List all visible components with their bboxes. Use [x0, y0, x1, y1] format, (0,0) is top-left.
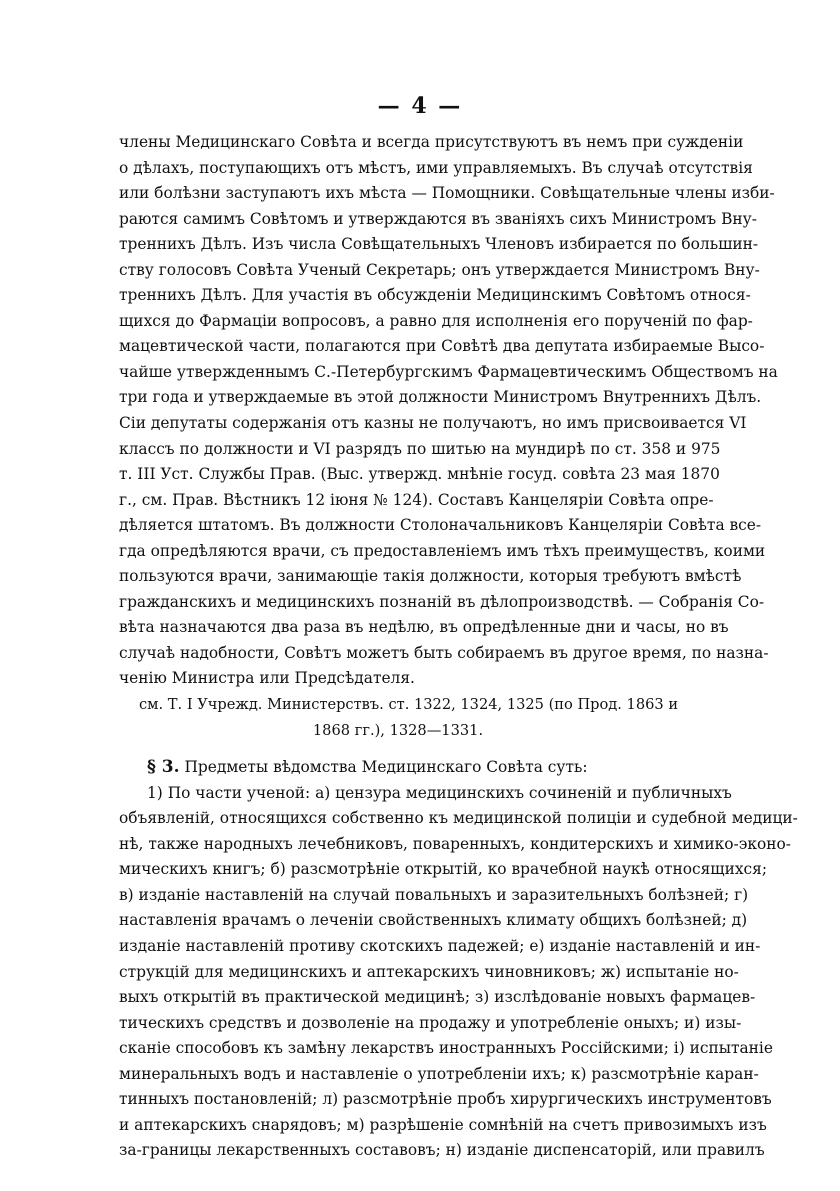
text-line: тическихъ средствъ и дозволеніе на продажу и употребленіе оныхъ; и) изы-	[119, 1013, 742, 1032]
section-spacer	[119, 743, 677, 755]
section-heading	[119, 755, 677, 781]
text-line: струкцій для медицинскихъ и аптекарскихъ чиновниковъ; ж) испытаніе но-	[119, 962, 739, 981]
text-line: ченію Министра или Предсѣдателя.	[119, 669, 415, 688]
section-heading-text: Предметы вѣдомства Медицинскаго Совѣта суть:	[184, 758, 588, 777]
text-line: о дѣлахъ, поступающихъ отъ мѣстъ, ими управляемыхъ. Въ случаѣ отсутствія	[119, 158, 753, 177]
text-line: ству голосовъ Совѣта Ученый Секретарь; онъ утверждается Министромъ Вну-	[119, 260, 760, 279]
text-line: за-границы лекарственныхъ составовъ; н) изданіе диспенсаторій, или правилъ	[119, 1141, 765, 1160]
text-line: случаѣ надобности, Совѣтъ можетъ быть собираемъ въ другое время, по назна-	[119, 643, 769, 662]
text-line: мическихъ книгъ; б) разсмотрѣніе открытій, ко врачебной наукѣ относящихся;	[119, 860, 768, 879]
text-line: объявленій, относящихся собственно къ медицинской полиціи и судебной медици-	[119, 809, 798, 828]
citation-line: 1868 гг.), 1328—1331.	[312, 721, 484, 739]
text-line: сканіе способовъ къ замѣну лекарствъ иностранныхъ Россійскими; і) испытаніе	[119, 1039, 773, 1058]
citation-line: см. Т. I Учрежд. Министерствъ. ст. 1322, 1324, 1325 (по Прод. 1863 и	[139, 696, 679, 714]
text-line: выхъ открытій въ практической медицинѣ; з) изслѣдованіе новыхъ фармацев-	[119, 988, 756, 1007]
text-line: гражданскихъ и медицинскихъ познаній въ дѣлопроизводствѣ. — Собранія Со-	[119, 592, 765, 611]
text-line: Сіи депутаты содержанія отъ казны не получаютъ, но имъ присвоивается VI	[119, 414, 747, 433]
text-line: и аптекарскихъ снарядовъ; м) разрѣшеніе сомнѣній на счетъ привозимыхъ изъ	[119, 1115, 767, 1134]
text-line: тинныхъ постановленій; л) разсмотрѣніе пробъ хирургическихъ инструментовъ	[119, 1090, 772, 1109]
main-text	[119, 130, 798, 1164]
text-line: гда опредѣляются врачи, съ предоставленіемъ имъ тѣхъ преимуществъ, коими	[119, 541, 766, 560]
text-line: вѣта назначаются два раза въ недѣлю, въ опредѣленные дни и часы, но въ	[119, 618, 729, 637]
text-line: нѣ, также народныхъ лечебниковъ, поваренныхъ, кондитерскихъ и химико-эконо-	[119, 834, 791, 853]
citation-block	[119, 692, 677, 743]
paragraph-council-members	[119, 130, 778, 692]
text-line: треннихъ Дѣлъ. Для участія въ обсужденіи Медицинскимъ Совѣтомъ относя-	[119, 286, 751, 305]
text-line: или болѣзни заступаютъ ихъ мѣста — Помощники. Совѣщательные члены изби-	[119, 184, 775, 203]
text-line: изданіе наставленій противу скотскихъ падежей; е) изданіе наставленій и ин-	[119, 936, 761, 955]
text-line: три года и утверждаемые въ этой должности Министромъ Внутреннихъ Дѣлъ.	[119, 388, 762, 407]
text-line: чайше утвержденнымъ С.-Петербургскимъ Фармацевтическимъ Обществомъ на	[119, 362, 778, 381]
text-line: дѣляется штатомъ. Въ должности Столоначальниковъ Канцеляріи Совѣта все-	[119, 516, 762, 535]
text-line: 1) По части ученой: а) цензура медицинскихъ сочиненій и публичныхъ	[147, 783, 732, 802]
section-3	[119, 755, 798, 1164]
text-line: щихся до Фармаціи вопросовъ, а равно для исполненія его порученій по фар-	[119, 311, 753, 330]
text-line: классъ по должности и VI разрядъ по шитью на мундирѣ по ст. 358 и 975	[119, 439, 721, 458]
section-mark: § 3.	[147, 757, 180, 778]
text-line: треннихъ Дѣлъ. Изъ числа Совѣщательныхъ Членовъ избирается по большин-	[119, 235, 759, 254]
text-line: мацевтической части, полагаются при Совѣтѣ два депутата избираемые Высо-	[119, 337, 765, 356]
text-line: в) изданіе наставленій на случай повальныхъ и заразительныхъ болѣзней; г)	[119, 885, 749, 904]
text-line: минеральныхъ водъ и наставленіе о употребленіи ихъ; к) разсмотрѣніе каран-	[119, 1064, 759, 1083]
text-line: т. III Уст. Службы Прав. (Выс. утвержд. мнѣніе госуд. совѣта 23 мая 1870	[119, 465, 720, 484]
text-line: члены Медицинскаго Совѣта и всегда присутствуютъ въ немъ при сужденіи	[119, 133, 744, 151]
text-line: наставленія врачамъ о леченіи свойственныхъ климату общихъ болѣзней; д)	[119, 911, 748, 930]
page-number: — 4 —	[377, 93, 463, 119]
text-line: раются самимъ Совѣтомъ и утверждаются въ званіяхъ сихъ Министромъ Вну-	[119, 209, 757, 228]
text-line: г., см. Прав. Вѣстникъ 12 іюня № 124). Составъ Канцеляріи Совѣта опре-	[119, 490, 714, 509]
text-line: пользуются врачи, занимающіе такія должности, которыя требуютъ вмѣстѣ	[119, 567, 742, 586]
